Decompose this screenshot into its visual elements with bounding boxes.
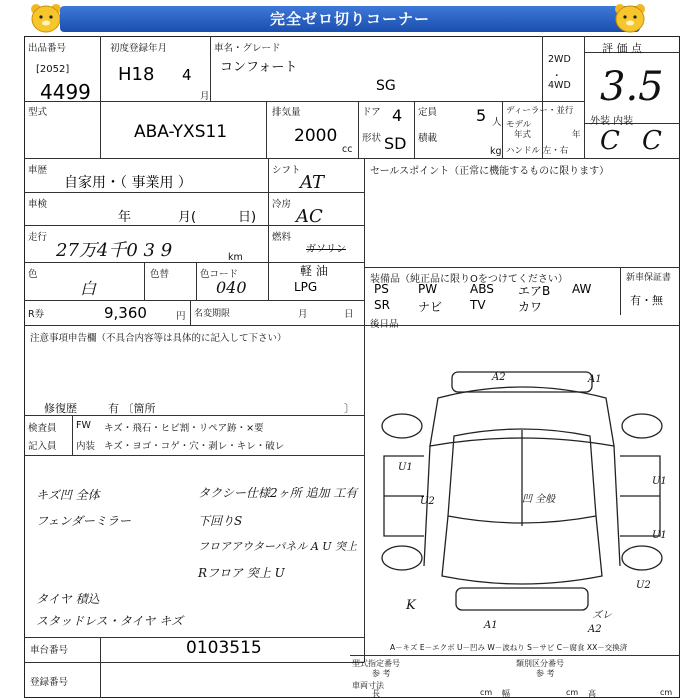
lot-number-label: 出品番号 xyxy=(28,43,67,54)
model-label: 型式 xyxy=(28,107,48,118)
first-registration-label: 初度登録年月 xyxy=(110,43,168,54)
fuel-diesel: 軽 油 xyxy=(300,264,328,278)
year-type-label: 年式 xyxy=(514,130,532,140)
sales-points-label: セールスポイント（正常に機能するものに限ります） xyxy=(370,166,610,177)
displacement-label: 排気量 xyxy=(272,107,301,118)
door-label: ドア xyxy=(362,107,381,118)
notes-label: 注意事項申告欄（不具合内容等は具体的に記入して下さい） xyxy=(30,333,287,344)
capacity-value: 5 xyxy=(476,106,487,125)
mark-roof: 凹 全般 xyxy=(522,494,556,505)
mileage-value: 27万4千0 3 9 xyxy=(56,240,173,261)
repair-history-label: 修復歴 xyxy=(44,402,77,415)
car-name-grade-label: 車名・グレード xyxy=(214,43,281,54)
inner-items: キズ・ヨゴ・コゲ・穴・剥レ・キレ・破レ xyxy=(104,441,285,452)
grade-value: SG xyxy=(376,78,396,94)
mark-xu: ズレ xyxy=(592,610,612,621)
month-suffix: 月 xyxy=(200,91,210,102)
color-code-value: 040 xyxy=(216,278,247,297)
height-cm: cm xyxy=(660,688,673,697)
equipment-item: エアB xyxy=(518,284,551,298)
equipment-item: ナビ xyxy=(418,300,443,314)
exterior-interior-label: 外装 内装 xyxy=(590,116,634,127)
note-right-2: 下回りS xyxy=(198,514,243,528)
mark-u1-left: U1 xyxy=(398,462,413,473)
note-left-3: タイヤ 積込 xyxy=(36,592,100,606)
recorder-label: 記入員 xyxy=(28,441,57,452)
equipment-item: ABS xyxy=(470,282,494,296)
length-cm: cm xyxy=(480,688,493,697)
warranty-label: 新車保証書 xyxy=(626,273,672,283)
mark-a1-bottom: A1 xyxy=(484,620,498,631)
capacity-label: 定員 xyxy=(418,107,438,118)
equipment-item: SR xyxy=(374,298,390,312)
shift-value: AT xyxy=(300,172,325,193)
note-left-4: スタッドレス・タイヤ キズ xyxy=(36,614,183,628)
registration-era: H18 xyxy=(118,64,155,85)
page-title: 完全ゼロ切りコーナー xyxy=(60,6,640,32)
note-right-1: タクシー仕様2ヶ所 追加 工有 xyxy=(198,486,358,500)
fourwd-label: 4WD xyxy=(548,80,571,91)
name-change-day: 日 xyxy=(344,309,354,320)
exterior-score: C xyxy=(600,126,620,156)
color-code-label: 色コード xyxy=(200,269,239,280)
mark-u2-right-mid: U1 xyxy=(652,530,667,541)
width-label: 幅 xyxy=(502,689,510,698)
width-cm: cm xyxy=(566,688,579,697)
structure-designation-label: 型式指定番号 xyxy=(352,659,400,668)
equipment-item: PW xyxy=(418,282,438,296)
note-left-1: キズ凹 全体 xyxy=(36,488,100,502)
recycle-label: R券 xyxy=(28,309,45,320)
fw-label: FW xyxy=(76,420,91,431)
equipment-item: カワ xyxy=(518,300,543,314)
lot-small-value: [2052] xyxy=(36,64,70,75)
doors-value: 4 xyxy=(392,106,403,125)
inspection-label: 車検 xyxy=(28,199,48,210)
cooling-value: AC xyxy=(296,206,323,227)
cooling-label: 冷房 xyxy=(272,199,292,210)
name-change-month: 月 xyxy=(298,309,308,320)
recycle-amount: 9,360 xyxy=(104,304,147,322)
handle-label: ハンドル 左・右 xyxy=(506,146,569,156)
score-value: 3.5 xyxy=(600,64,664,110)
car-name-value: コンフォート xyxy=(220,60,298,75)
fuel-label: 燃料 xyxy=(272,232,292,243)
reference-label-1: 参 考 xyxy=(372,669,391,678)
vehicle-dims-label: 車両寸法 xyxy=(352,681,384,690)
inspection-day-label: 日) xyxy=(238,210,257,225)
load-label: 積載 xyxy=(418,133,438,144)
fw-items: キズ・飛石・ヒビ割・リペア跡・×要 xyxy=(104,423,264,434)
color-change-label: 色替 xyxy=(150,269,170,280)
registration-month: 4 xyxy=(182,66,192,84)
lot-number-value: 4499 xyxy=(40,80,91,104)
person-unit: 人 xyxy=(492,117,502,128)
note-right-3: フロアアウターパネル A U 突上 xyxy=(198,540,358,553)
interior-score: C xyxy=(642,126,662,156)
inspection-month-label: 月( xyxy=(178,210,197,225)
model-year-label: モデル xyxy=(506,120,532,130)
model-value: ABA-YXS11 xyxy=(134,122,228,142)
equipment-item: PS xyxy=(374,282,389,296)
rear-date-label: 後日品 xyxy=(370,319,399,330)
chassis-no-label: 車台番号 xyxy=(30,645,69,656)
fuel-lpg: LPG xyxy=(294,280,318,294)
mark-u2-left: U2 xyxy=(420,496,435,507)
km-unit: km xyxy=(228,252,243,263)
displacement-value: 2000 xyxy=(294,126,338,146)
shift-label: シフト xyxy=(272,165,301,176)
chassis-no-value: 0103515 xyxy=(186,638,262,658)
mark-k: K xyxy=(406,598,416,613)
history-label: 車歴 xyxy=(28,165,48,176)
form-label: 形状 xyxy=(362,133,382,144)
equipment-item: TV xyxy=(470,298,486,312)
inner-label: 内装 xyxy=(76,441,96,452)
mileage-label: 走行 xyxy=(28,232,48,243)
equipment-label: 装備品（純正品に限りOをつけてください） xyxy=(370,274,568,285)
color-label: 色 xyxy=(28,269,38,280)
car-body-diagram xyxy=(364,326,680,638)
header-banner xyxy=(0,0,700,36)
mark-u1-right: U1 xyxy=(652,476,667,487)
name-change-label: 名変期限 xyxy=(194,309,231,319)
bear-mascot-icon xyxy=(610,2,650,34)
dealer-parallel-label: ディーラー・並行 xyxy=(506,106,574,116)
inspection-year-label: 年 xyxy=(118,210,132,225)
legend: A－キズ E－エクボ U－凹み W－波ねり S－サビ C－腐食 XX－交換済 xyxy=(390,643,628,652)
color-value: 白 xyxy=(80,279,97,298)
warranty-value: 有・無 xyxy=(630,294,663,307)
reg-no-label: 登録番号 xyxy=(30,677,69,688)
equipment-item: AW xyxy=(572,282,592,296)
mark-u2-right: U2 xyxy=(636,580,651,591)
kg-unit: kg xyxy=(490,146,502,157)
repair-history-value: 有 〔箇所 xyxy=(108,402,156,415)
twowd-label: 2WD xyxy=(548,54,571,65)
mark-a2-bottom: A2 xyxy=(588,624,602,635)
note-right-4: Rフロア 突上 U xyxy=(198,566,285,580)
history-value: 自家用・（ 事業用 ） xyxy=(64,175,192,191)
cc-unit: cc xyxy=(342,144,353,155)
reference-label-2: 参 考 xyxy=(536,669,555,678)
year-unit: 年 xyxy=(572,130,581,140)
mark-a2-top: A2 xyxy=(492,372,506,383)
shape-value: SD xyxy=(384,134,407,153)
height-label: 高 xyxy=(588,689,596,698)
mark-a1-top: A1 xyxy=(588,374,602,385)
length-label: 長 xyxy=(372,689,380,698)
classification-label: 類別区分番号 xyxy=(516,659,564,668)
repair-history-end: 〕 xyxy=(344,402,355,415)
inspector-label: 検査員 xyxy=(28,423,57,434)
yen-unit: 円 xyxy=(176,311,186,322)
fuel-gasoline: ガソリン xyxy=(306,244,346,255)
score-label: 評 価 点 xyxy=(602,42,642,55)
note-left-2: フェンダーミラー xyxy=(36,514,131,528)
